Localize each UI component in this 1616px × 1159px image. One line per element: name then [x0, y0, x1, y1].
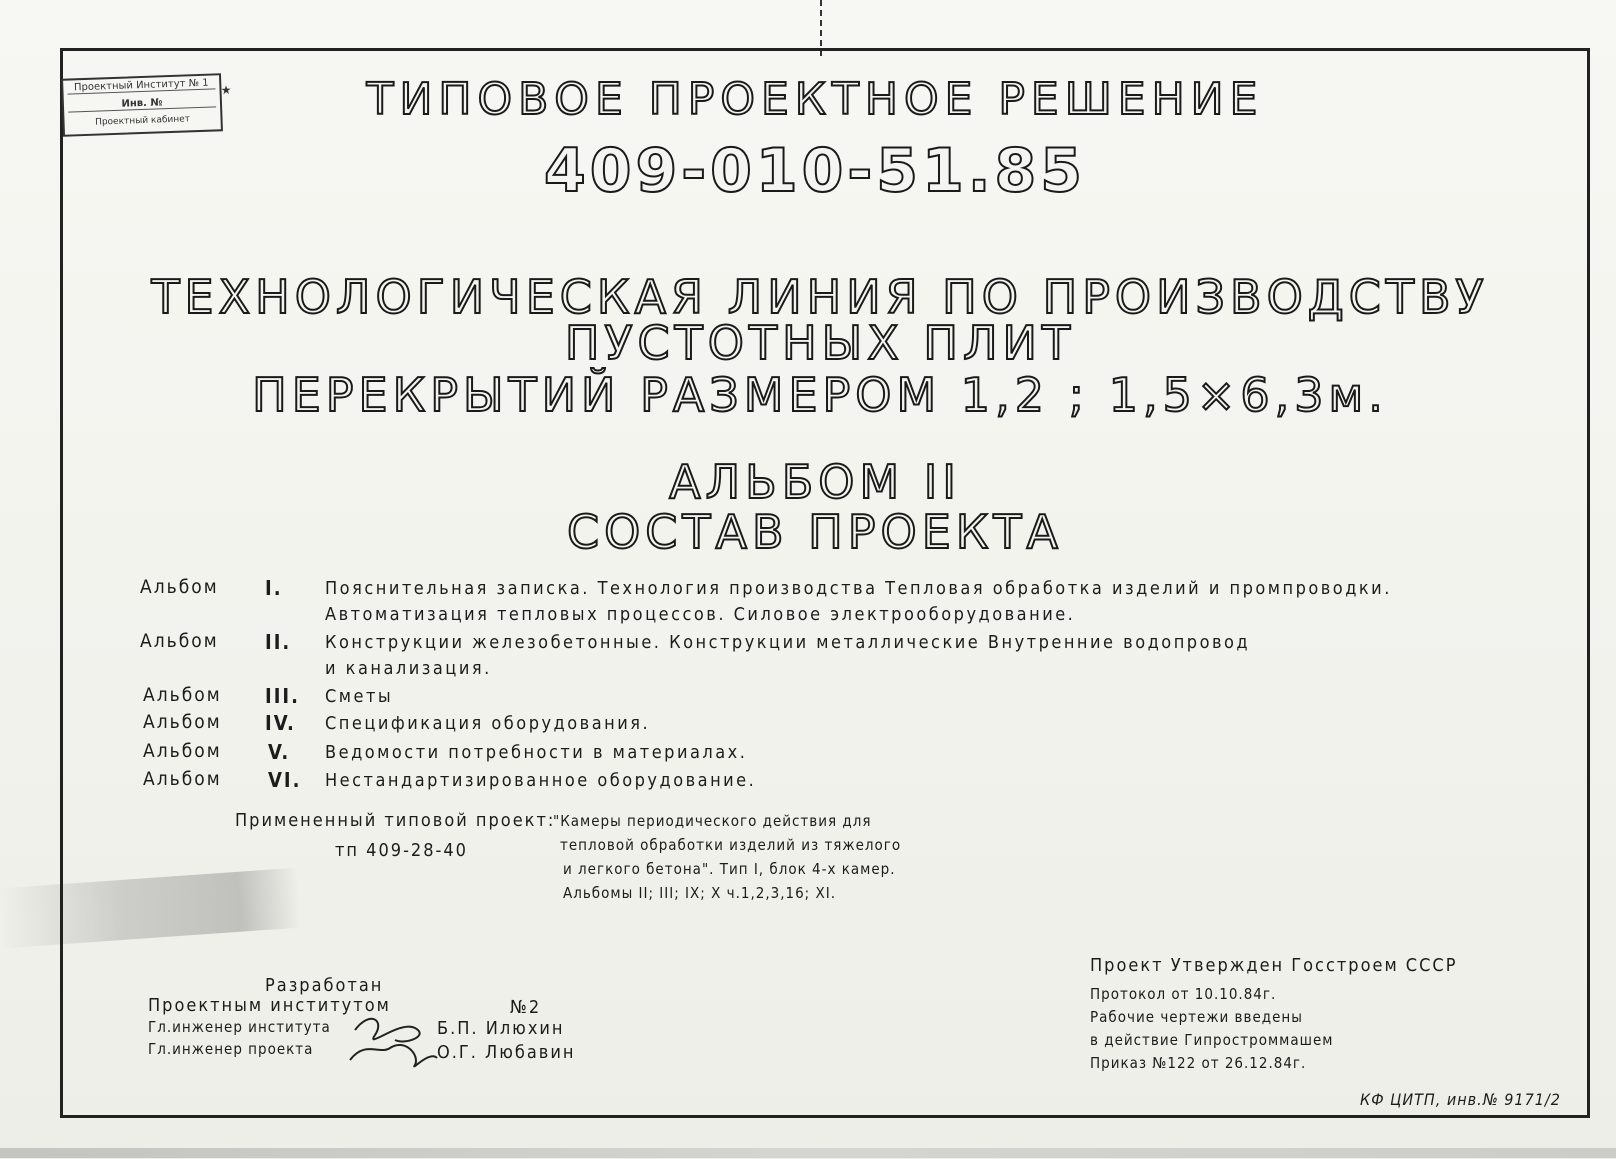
title-line-3: ПЕРЕКРЫТИЙ РАЗМЕРОМ 1,2 ; 1,5×6,3м. [252, 368, 1388, 422]
stamp-line-1: Проектный Институт № 1 [67, 77, 215, 94]
applied-project-line-1: "Камеры периодического действия для [553, 812, 872, 830]
chief-engineer-institute-role: Гл.инженер института [148, 1018, 331, 1036]
chief-engineer-project-role: Гл.инженер проекта [148, 1040, 314, 1058]
applied-project-label: Примененный типовой проект: [235, 810, 556, 831]
album-5-text-1: Ведомости потребности в материалах. [325, 742, 748, 763]
album-1-label: Альбом [140, 576, 219, 598]
album-title: АЛЬБОМ II [669, 455, 961, 509]
stamp-line-2: Инв. № [68, 95, 216, 112]
approval-line-5: Приказ №122 от 26.12.84г. [1090, 1054, 1307, 1072]
album-2-text-2: и канализация. [325, 658, 492, 679]
album-2-label: Альбом [140, 630, 219, 652]
album-3-number: III. [265, 684, 300, 708]
approval-line-1: Проект Утвержден Госстроем СССР [1090, 955, 1458, 976]
title-line-2: ПУСТОТНЫХ ПЛИТ [564, 316, 1076, 370]
album-4-label: Альбом [143, 711, 222, 733]
developer-organization-number: №2 [510, 997, 542, 1018]
album-5-label: Альбом [143, 740, 222, 762]
album-2-text-1: Конструкции железобетонные. Конструкции металлические Внутренние водопровод [325, 632, 1251, 653]
applied-project-line-2: тепловой обработки изделий из тяжелого [560, 836, 902, 854]
applied-project-line-3: и легкого бетона". Тип I, блок 4-х камер. [563, 860, 896, 878]
applied-project-line-4: Альбомы II; III; IX; X ч.1,2,3,16; XI. [563, 884, 837, 902]
approval-line-2: Протокол от 10.10.84г. [1090, 985, 1277, 1003]
chief-engineer-institute-name: Б.П. Илюхин [437, 1018, 565, 1039]
album-4-number: IV. [265, 711, 296, 735]
inventory-number: КФ ЦИТП, инв.№ 9171/2 [1360, 1090, 1561, 1109]
title-line-1: ТЕХНОЛОГИЧЕСКАЯ ЛИНИЯ ПО ПРОИЗВОДСТВУ [151, 270, 1489, 324]
album-1-number: I. [265, 576, 283, 600]
album-1-text-1: Пояснительная записка. Технология производства Тепловая обработка изделий и промпроводки. [325, 578, 1392, 599]
album-4-text-1: Спецификация оборудования. [325, 713, 651, 734]
signature-icon [345, 1010, 440, 1075]
album-3-text-1: Сметы [325, 686, 394, 707]
album-3-label: Альбом [143, 684, 222, 706]
album-6-number: VI. [268, 768, 302, 792]
scan-edge [0, 1148, 1616, 1158]
stamp-line-3: Проектный кабинет [94, 114, 191, 128]
album-5-number: V. [268, 740, 291, 764]
approval-line-4: в действие Гипростроммашем [1090, 1031, 1334, 1049]
approval-line-3: Рабочие чертежи введены [1090, 1008, 1303, 1026]
applied-project-code: тп 409-28-40 [335, 840, 468, 861]
developed-by-title: Разработан [265, 975, 384, 996]
project-contents-title: СОСТАВ ПРОЕКТА [566, 505, 1064, 559]
developer-organization: Проектным институтом [148, 995, 391, 1016]
chief-engineer-project-name: О.Г. Любавин [437, 1042, 576, 1063]
album-6-text-1: Нестандартизированное оборудование. [325, 770, 757, 791]
archive-stamp [61, 73, 232, 137]
document-code: 409-010-51.85 [543, 136, 1087, 206]
star-icon: ★ [220, 82, 232, 98]
album-2-number: II. [265, 630, 292, 654]
album-6-label: Альбом [143, 768, 222, 790]
album-1-text-2: Автоматизация тепловых процессов. Силовое электрооборудование. [325, 604, 1076, 625]
document-heading: ТИПОВОЕ ПРОЕКТНОЕ РЕШЕНИЕ [366, 74, 1264, 125]
